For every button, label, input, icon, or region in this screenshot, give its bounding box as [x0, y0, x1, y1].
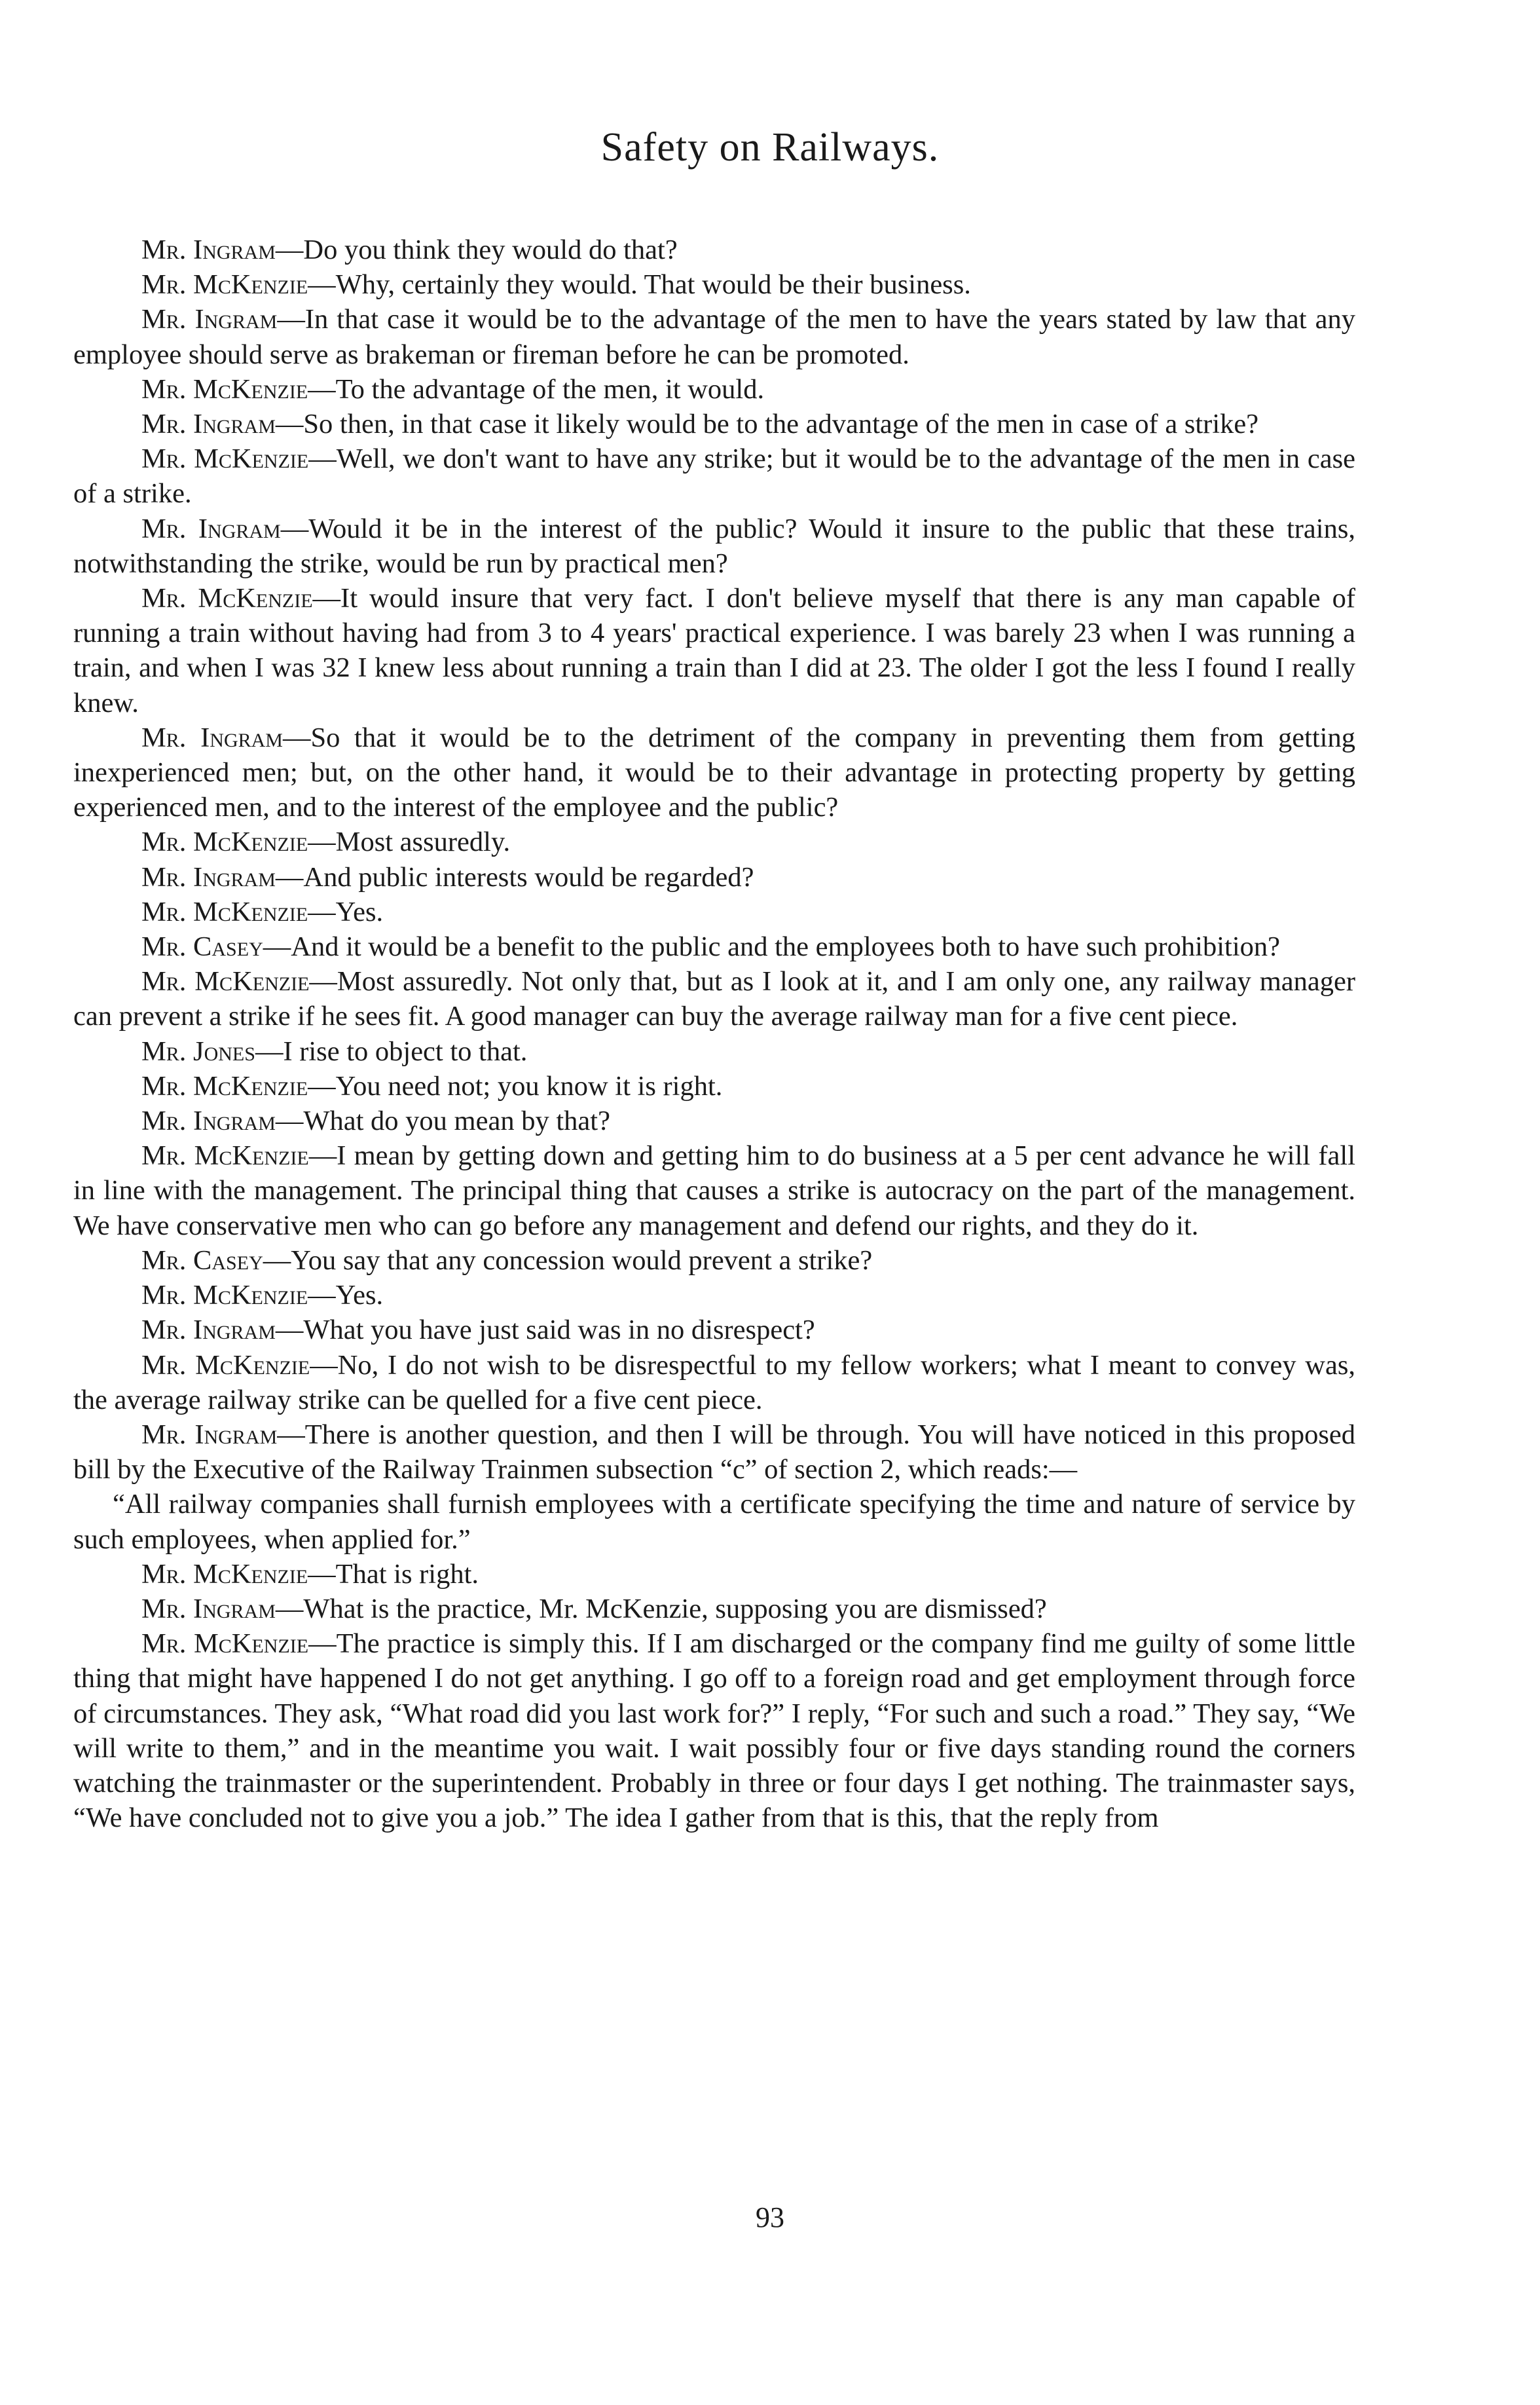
speaker-name: Mr. Jones	[141, 1035, 255, 1067]
paragraph-text: —What is the practice, Mr. McKenzie, supposing you are dismissed?	[275, 1593, 1047, 1624]
paragraph-text: “All railway companies shall furnish employees with a certificate specifying the time and nature of service by such employees, when applied for.”	[73, 1489, 1355, 1555]
dialogue-paragraph	[73, 372, 1355, 407]
speaker-name: Mr. Ingram	[141, 1106, 276, 1137]
speaker-name: Mr. McKenzie	[141, 1628, 309, 1660]
dialogue-paragraph	[73, 964, 1355, 1034]
paragraph-text: —So that it would be to the detriment of the company in preventing them from getting inexperienced men; but, on the other hand, it would be to their advantage in protecting property by getting experienced men, and to the interest of the employee and the public?	[73, 722, 1355, 823]
paragraph-text: —In that case it would be to the advantage of the men to have the years stated by law that any employee should serve as brakeman or fireman before he can be promoted.	[73, 304, 1355, 370]
dialogue-paragraph	[73, 441, 1355, 511]
dialogue-paragraph	[73, 512, 1355, 581]
dialogue-paragraph	[73, 1626, 1355, 1835]
paragraph-text: —What do you mean by that?	[275, 1106, 610, 1137]
dialogue-paragraph	[73, 233, 1355, 267]
dialogue-paragraph	[73, 1348, 1355, 1417]
dialogue-paragraph	[73, 860, 1355, 895]
speaker-name: Mr. McKenzie	[141, 896, 308, 927]
speaker-name: Mr. Ingram	[141, 409, 276, 440]
speaker-name: Mr. Casey	[141, 1244, 263, 1276]
dialogue-paragraph	[73, 1034, 1355, 1069]
paragraph-text: —Yes.	[308, 896, 384, 927]
speaker-name: Mr. McKenzie	[141, 1558, 308, 1590]
page-number: 93	[756, 2201, 784, 2233]
speaker-name: Mr. Casey	[141, 931, 263, 963]
speaker-name: Mr. McKenzie	[141, 583, 313, 614]
dialogue-paragraph	[73, 720, 1355, 825]
paragraph-text: —Do you think they would do that?	[275, 234, 678, 265]
speaker-name: Mr. McKenzie	[141, 443, 309, 475]
dialogue-paragraph	[73, 581, 1355, 720]
dialogue-paragraph	[73, 1417, 1355, 1487]
dialogue-paragraph	[73, 407, 1355, 441]
dialogue-paragraph	[73, 267, 1355, 302]
paragraph-text: —And it would be a benefit to the public and the employees both to have such prohibition?	[263, 931, 1281, 963]
dialogue-paragraph	[73, 1243, 1355, 1278]
speaker-name: Mr. Ingram	[141, 234, 276, 265]
speaker-name: Mr. Ingram	[141, 1419, 278, 1450]
speaker-name: Mr. McKenzie	[141, 269, 308, 301]
paragraph-text: —No, I do not wish to be disrespectful to my fellow workers; what I meant to convey was, the average railway strike can be quelled for a five cent piece.	[73, 1349, 1355, 1415]
speaker-name: Mr. Ingram	[141, 513, 281, 544]
speaker-name: Mr. Ingram	[141, 861, 276, 893]
paragraph-text: —You say that any concession would prevent a strike?	[263, 1244, 873, 1276]
paragraph-text: —The practice is simply this. If I am discharged or the company find me guilty of some little thing that might have happened I do not get anything. I go off to a foreign road and get employment through force of circumstances. They ask, “What road did you last work for?” I reply, “For such and such a road.” They say, “We will write to them,” and in the meantime you wait. I wait possibly four or five days standing round the corners watching the trainmaster or the superintendent. Probably in three or four days I get nothing. The trainmaster says, “We have concluded not to give you a job.” The idea I gather from that is this, that the reply from	[73, 1628, 1356, 1834]
paragraph-text: —So then, in that case it likely would be to the advantage of the men in case of a strike?	[275, 409, 1259, 440]
speaker-name: Mr. McKenzie	[141, 827, 308, 858]
paragraph-text: —Most assuredly.	[308, 827, 511, 858]
dialogue-paragraph	[73, 1278, 1355, 1313]
speaker-name: Mr. McKenzie	[141, 966, 310, 997]
paragraph-text: —Why, certainly they would. That would be their business.	[308, 269, 971, 301]
speaker-name: Mr. McKenzie	[141, 373, 308, 405]
speaker-name: Mr. McKenzie	[141, 1280, 308, 1311]
dialogue-paragraph	[73, 302, 1355, 371]
speaker-name: Mr. McKenzie	[141, 1349, 310, 1381]
paragraph-text: —That is right.	[308, 1558, 479, 1590]
dialogue-paragraph	[73, 929, 1355, 964]
speaker-name: Mr. Ingram	[141, 1593, 276, 1624]
paragraph-text: —Would it be in the interest of the public? Would it insure to the public that these trains, notwithstanding the strike, would be run by practical men?	[73, 513, 1355, 579]
speaker-name: Mr. McKenzie	[141, 1140, 309, 1172]
page-title: Safety on Railways.	[600, 125, 940, 170]
speaker-name: Mr. Ingram	[141, 722, 283, 753]
quoted-passage	[73, 1487, 1355, 1556]
paragraph-text: —Most assuredly. Not only that, but as I look at it, and I am only one, any railway manager can prevent a strike if he sees fit. A good manager can buy the average railway man for a five cent piece.	[73, 966, 1356, 1032]
dialogue-paragraph	[73, 1069, 1355, 1104]
paragraph-text: —To the advantage of the men, it would.	[308, 373, 765, 405]
paragraph-text: —What you have just said was in no disrespect?	[275, 1314, 815, 1346]
dialogue-paragraph	[73, 1557, 1355, 1592]
paragraph-text: —You need not; you know it is right.	[308, 1070, 723, 1102]
speaker-name: Mr. Ingram	[141, 1314, 276, 1346]
paragraph-text: —Well, we don't want to have any strike; but it would be to the advantage of the men in case of a strike.	[73, 443, 1355, 510]
paragraph-text: —I rise to object to that.	[255, 1035, 528, 1067]
dialogue-paragraph	[73, 1104, 1355, 1138]
dialogue-paragraph	[73, 825, 1355, 859]
speaker-name: Mr. Ingram	[141, 304, 278, 335]
speaker-name: Mr. McKenzie	[141, 1070, 308, 1102]
paragraph-text: —There is another question, and then I will be through. You will have noticed in this proposed bill by the Executive of the Railway Trainmen subsection “c” of section 2, which reads:—	[73, 1419, 1355, 1485]
paragraph-text: —I mean by getting down and getting him to do business at a 5 per cent advance he will fall in line with the management. The principal thing that causes a strike is autocracy on the part of the management. We have conservative men who can go before any management and defend our rights, and they do it.	[73, 1140, 1356, 1241]
dialogue-paragraph	[73, 1138, 1355, 1243]
paragraph-text: —And public interests would be regarded?	[275, 861, 754, 893]
dialogue-paragraph	[73, 1592, 1355, 1626]
transcript-body	[73, 233, 1355, 1835]
dialogue-paragraph	[73, 1313, 1355, 1347]
dialogue-paragraph	[73, 895, 1355, 929]
paragraph-text: —Yes.	[308, 1280, 384, 1311]
paragraph-text: —It would insure that very fact. I don't believe myself that there is any man capable of running a train without having had from 3 to 4 years' practical experience. I was barely 23 when I was running a train, and when I was 32 I knew less about running a train than I did at 23. The older I got the less I found I really knew.	[73, 583, 1356, 718]
